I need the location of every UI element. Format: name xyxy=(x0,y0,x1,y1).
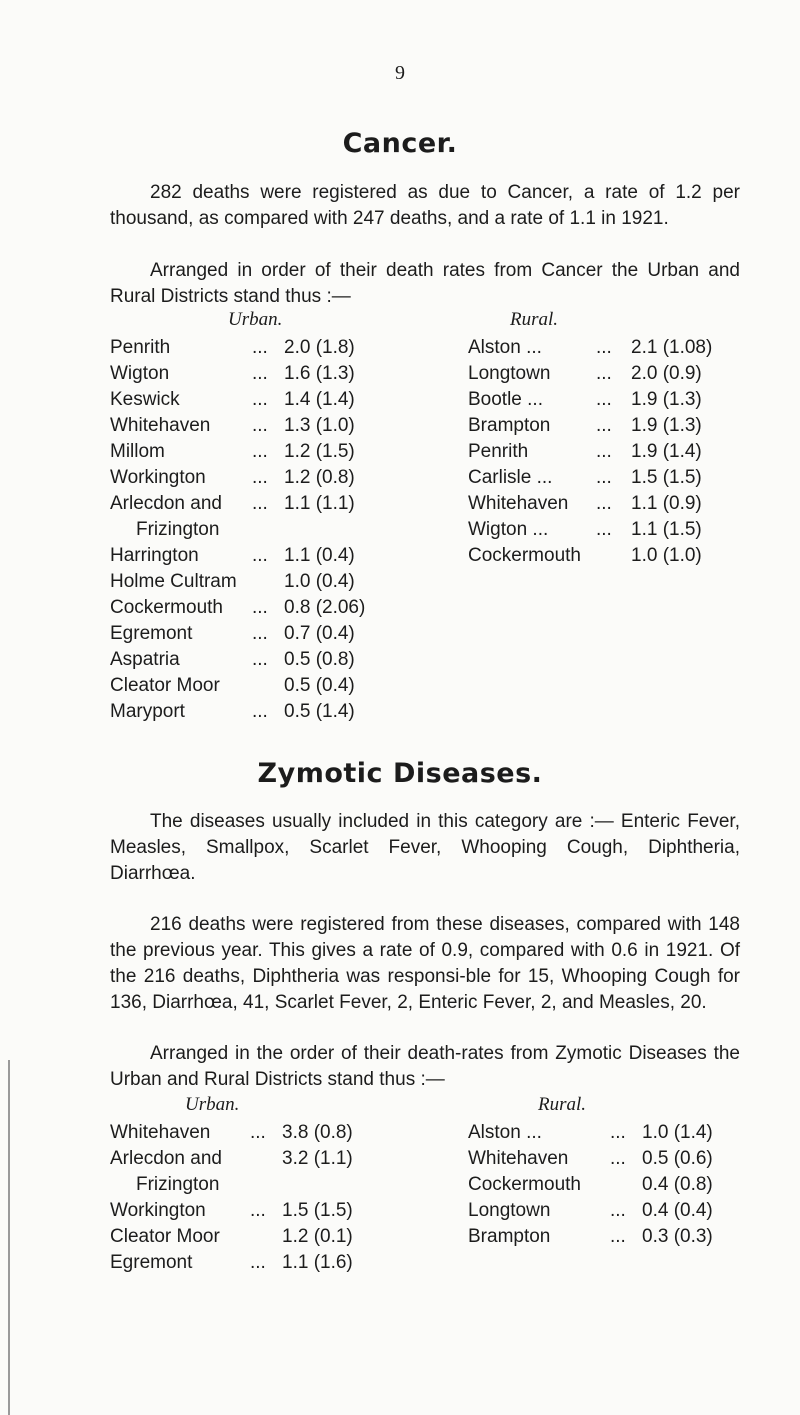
district-row xyxy=(110,543,394,569)
death-rate-value: 3.8 (0.8) xyxy=(282,1122,353,1143)
district-name: Workington xyxy=(110,467,206,488)
district-row xyxy=(468,335,741,361)
leader-dots: ... xyxy=(610,1122,626,1143)
death-rate-value: 1.1 (1.5) xyxy=(631,519,702,540)
district-name: Cockermouth xyxy=(468,1174,581,1195)
leader-dots: ... xyxy=(252,649,268,670)
district-row xyxy=(110,335,394,361)
district-name: Longtown xyxy=(468,1200,551,1221)
death-rate-value: 0.4 (0.8) xyxy=(642,1174,713,1195)
death-rate-value: 0.7 (0.4) xyxy=(284,623,355,644)
zymotic-arranged-text: Arranged in the order of their death-rates from Zymotic Diseases the Urban and Rural Districts stand thus :— xyxy=(110,1043,740,1090)
leader-dots: ... xyxy=(252,467,268,488)
district-row xyxy=(110,1224,392,1250)
death-rate-value: 1.6 (1.3) xyxy=(284,363,355,384)
district-row xyxy=(468,439,741,465)
district-name: Brampton xyxy=(468,1226,551,1247)
death-rate-value: 0.5 (0.8) xyxy=(284,649,355,670)
death-rate-value: 1.2 (0.1) xyxy=(282,1226,353,1247)
district-name: Wigton ... xyxy=(468,519,549,540)
district-row xyxy=(468,1172,752,1198)
leader-dots: ... xyxy=(252,545,268,566)
death-rate-value: 2.0 (1.8) xyxy=(284,337,355,358)
death-rate-value: 1.0 (1.4) xyxy=(642,1122,713,1143)
death-rate-value: 0.8 (2.06) xyxy=(284,597,366,618)
district-row xyxy=(110,439,394,465)
leader-dots: ... xyxy=(596,415,612,436)
district-row xyxy=(468,413,741,439)
death-rate-value: 0.4 (0.4) xyxy=(642,1200,713,1221)
district-name: Wigton xyxy=(110,363,170,384)
district-name: Harrington xyxy=(110,545,199,566)
leader-dots: ... xyxy=(252,363,268,384)
zymotic-deaths-text: 216 deaths were registered from these diseases, compared with 148 the previous year. This gives a rate of 0.9, compared with 0.6 in 1921. Of the 216 deaths, Diphtheria was responsi-ble for 15, Whooping Cough for 136, Diarrhœa, 41, Scarlet Fever, 2, Enteric Fever, 2, and Measles, 20. xyxy=(110,914,740,1013)
district-name: Alston ... xyxy=(468,1122,542,1143)
district-row xyxy=(468,543,741,569)
death-rate-value: 1.1 (1.1) xyxy=(284,493,355,514)
district-name: Maryport xyxy=(110,701,185,722)
district-row xyxy=(110,413,394,439)
district-name: Penrith xyxy=(110,337,171,358)
cancer-rural-heading: Rural. xyxy=(510,309,559,330)
district-row xyxy=(110,569,394,595)
district-name: Keswick xyxy=(110,389,180,410)
district-row xyxy=(468,361,741,387)
district-row xyxy=(110,699,394,725)
death-rate-value: 0.5 (0.4) xyxy=(284,675,355,696)
district-row xyxy=(110,465,394,491)
district-row xyxy=(468,1198,752,1224)
district-row xyxy=(468,517,741,543)
district-name: Cleator Moor xyxy=(110,1226,220,1247)
district-name-continued: Frizington xyxy=(136,1174,220,1195)
district-name: Brampton xyxy=(468,415,551,436)
leader-dots: ... xyxy=(610,1148,626,1169)
district-row xyxy=(468,387,741,413)
leader-dots: ... xyxy=(596,467,612,488)
district-row xyxy=(468,1146,752,1172)
leader-dots: ... xyxy=(252,701,268,722)
district-name: Arlecdon and xyxy=(110,493,222,514)
district-row xyxy=(468,1224,752,1250)
district-row xyxy=(110,1120,392,1146)
cancer-heading: Cancer. xyxy=(342,128,458,159)
district-name: Cockermouth xyxy=(110,597,223,618)
death-rate-value: 1.0 (1.0) xyxy=(631,545,702,566)
district-row xyxy=(110,621,394,647)
district-row xyxy=(110,673,394,699)
death-rate-value: 0.5 (1.4) xyxy=(284,701,355,722)
death-rate-value: 1.2 (1.5) xyxy=(284,441,355,462)
cancer-urban-heading: Urban. xyxy=(228,309,283,330)
district-name: Egremont xyxy=(110,623,193,644)
death-rate-value: 1.1 (0.4) xyxy=(284,545,355,566)
page-number: 9 xyxy=(395,62,405,84)
leader-dots: ... xyxy=(596,363,612,384)
leader-dots: ... xyxy=(610,1226,626,1247)
cancer-arranged-text: Arranged in order of their death rates from Cancer the Urban and Rural Districts stand thus :— xyxy=(110,260,740,307)
district-name: Whitehaven xyxy=(468,1148,569,1169)
death-rate-value: 0.5 (0.6) xyxy=(642,1148,713,1169)
district-name: Workington xyxy=(110,1200,206,1221)
leader-dots: ... xyxy=(596,493,612,514)
district-name: Holme Cultram xyxy=(110,571,237,592)
death-rate-value: 3.2 (1.1) xyxy=(282,1148,353,1169)
leader-dots: ... xyxy=(250,1200,266,1221)
zymotic-urban-heading: Urban. xyxy=(185,1094,240,1115)
district-row xyxy=(468,491,741,517)
leader-dots: ... xyxy=(250,1252,266,1273)
district-row xyxy=(468,1120,752,1146)
leader-dots: ... xyxy=(596,441,612,462)
death-rate-value: 1.9 (1.4) xyxy=(631,441,702,462)
district-name-continued: Frizington xyxy=(136,519,220,540)
death-rate-value: 2.1 (1.08) xyxy=(631,337,713,358)
zymotic-rural-heading: Rural. xyxy=(538,1094,587,1115)
death-rate-value: 1.0 (0.4) xyxy=(284,571,355,592)
leader-dots: ... xyxy=(250,1122,266,1143)
death-rate-value: 1.1 (1.6) xyxy=(282,1252,353,1273)
death-rate-value: 0.3 (0.3) xyxy=(642,1226,713,1247)
leader-dots: ... xyxy=(252,389,268,410)
district-row xyxy=(110,1146,392,1198)
district-name: Cleator Moor xyxy=(110,675,220,696)
district-name: Bootle ... xyxy=(468,389,543,410)
district-name: Cockermouth xyxy=(468,545,581,566)
leader-dots: ... xyxy=(252,441,268,462)
death-rate-value: 1.9 (1.3) xyxy=(631,415,702,436)
death-rate-value: 1.1 (0.9) xyxy=(631,493,702,514)
death-rate-value: 2.0 (0.9) xyxy=(631,363,702,384)
district-row xyxy=(110,1250,392,1276)
death-rate-value: 1.4 (1.4) xyxy=(284,389,355,410)
leader-dots: ... xyxy=(252,337,268,358)
district-row xyxy=(110,387,394,413)
cancer-intro: 282 deaths were registered as due to Cancer, a rate of 1.2 per thousand, as compared with 247 deaths, and a rate of 1.1 in 1921. xyxy=(110,182,740,229)
district-name: Egremont xyxy=(110,1252,193,1273)
leader-dots: ... xyxy=(596,337,612,358)
leader-dots: ... xyxy=(610,1200,626,1221)
district-name: Whitehaven xyxy=(110,1122,211,1143)
district-name: Longtown xyxy=(468,363,551,384)
leader-dots: ... xyxy=(252,493,268,514)
district-row xyxy=(110,647,394,673)
leader-dots: ... xyxy=(596,389,612,410)
district-row xyxy=(110,361,394,387)
district-name: Whitehaven xyxy=(110,415,211,436)
district-name: Whitehaven xyxy=(468,493,569,514)
district-name: Carlisle ... xyxy=(468,467,553,488)
district-name: Alston ... xyxy=(468,337,542,358)
district-name: Penrith xyxy=(468,441,529,462)
zymotic-heading: Zymotic Diseases. xyxy=(257,758,543,789)
district-row xyxy=(110,491,394,543)
district-name: Millom xyxy=(110,441,165,462)
leader-dots: ... xyxy=(596,519,612,540)
district-row xyxy=(468,465,741,491)
zymotic-intro: The diseases usually included in this category are :— Enteric Fever, Measles, Smallpox, Scarlet Fever, Whooping Cough, Diphtheria, Diarrhœa. xyxy=(110,811,740,884)
district-row xyxy=(110,1198,392,1224)
district-row xyxy=(110,595,394,621)
death-rate-value: 1.5 (1.5) xyxy=(631,467,702,488)
leader-dots: ... xyxy=(252,415,268,436)
leader-dots: ... xyxy=(252,623,268,644)
death-rate-value: 1.2 (0.8) xyxy=(284,467,355,488)
death-rate-value: 1.9 (1.3) xyxy=(631,389,702,410)
leader-dots: ... xyxy=(252,597,268,618)
page-edge-shadow xyxy=(8,1060,10,1415)
district-name: Arlecdon and xyxy=(110,1148,222,1169)
district-name: Aspatria xyxy=(110,649,180,670)
death-rate-value: 1.5 (1.5) xyxy=(282,1200,353,1221)
death-rate-value: 1.3 (1.0) xyxy=(284,415,355,436)
